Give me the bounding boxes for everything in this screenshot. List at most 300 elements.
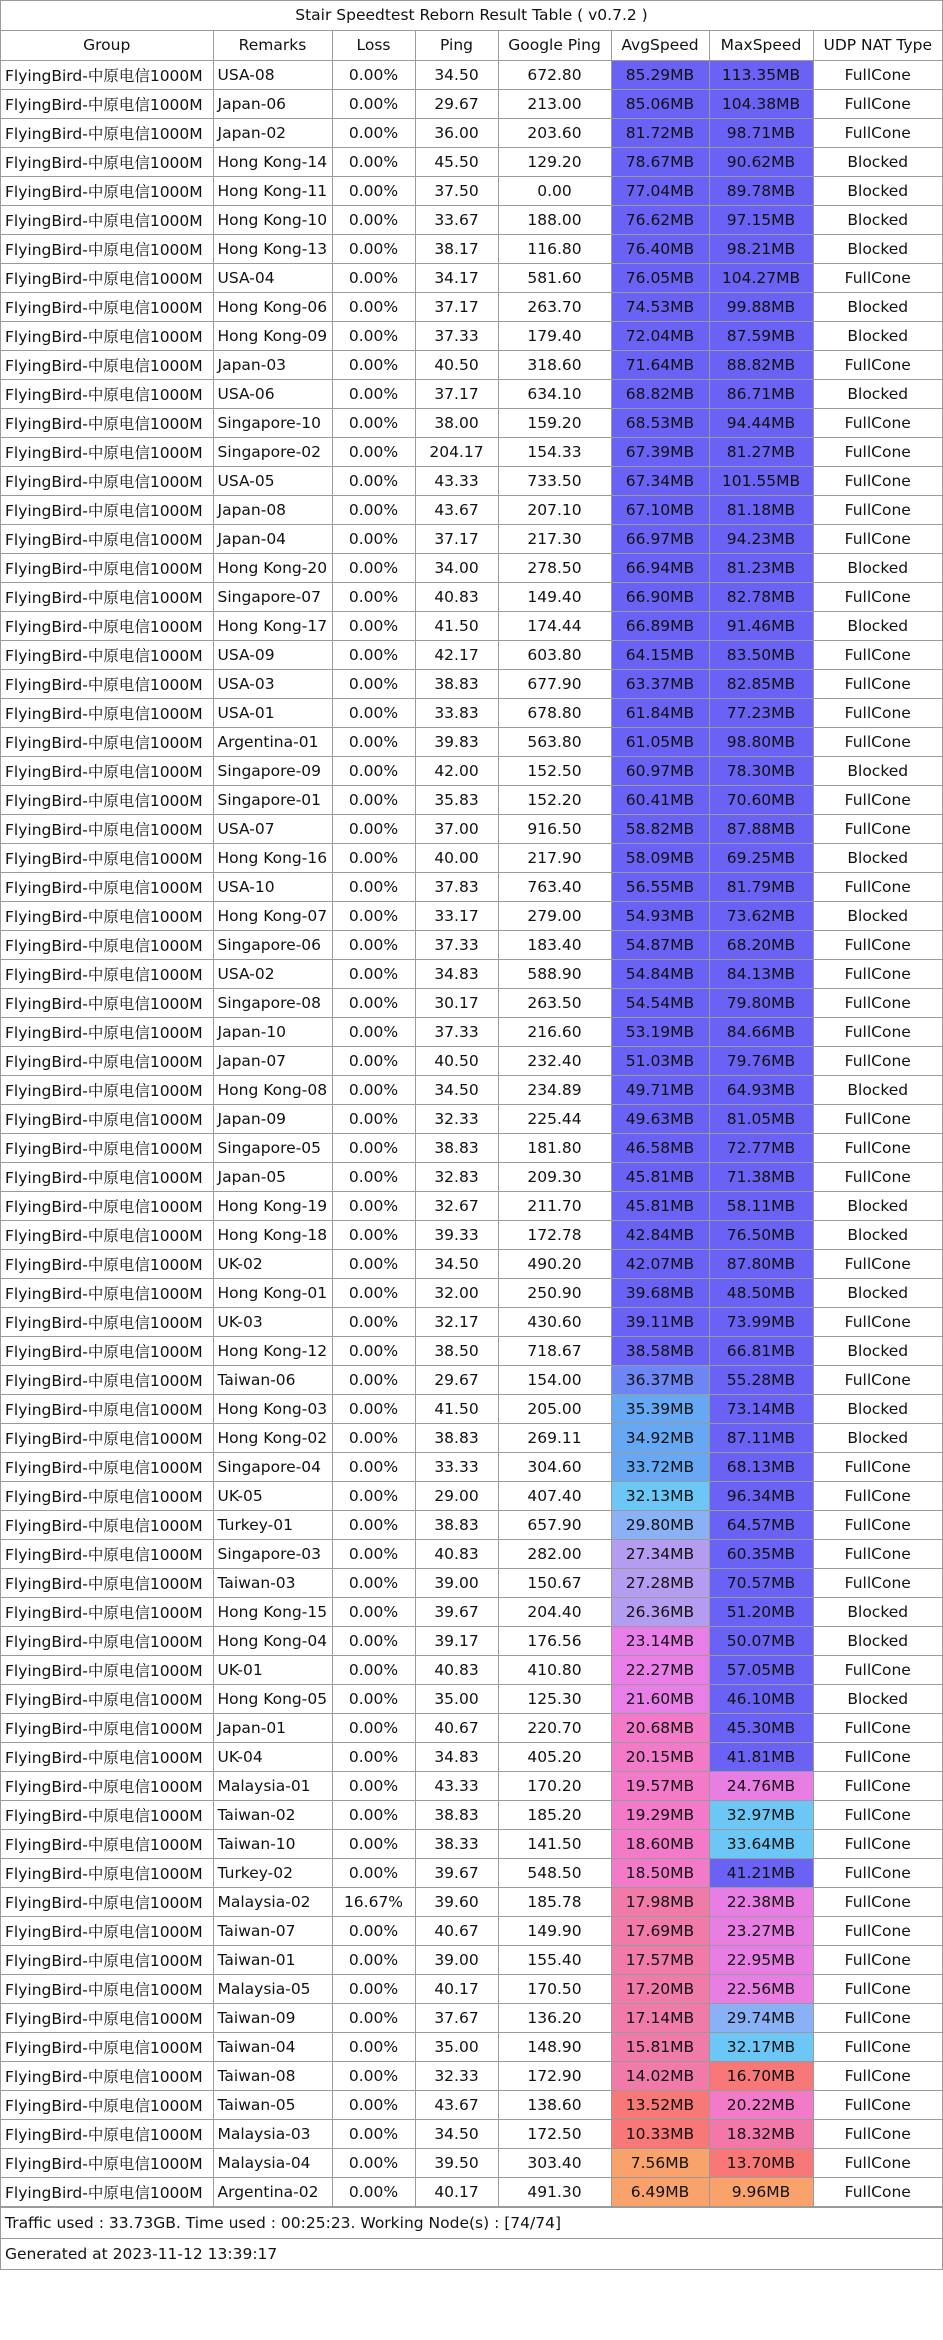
cell-ping: 37.83 [415, 872, 498, 901]
cell-avg-speed: 36.37MB [611, 1365, 709, 1394]
table-row [1, 1742, 942, 1771]
cell-max-speed: 68.20MB [709, 930, 813, 959]
cell-google-ping: 548.50 [498, 1858, 611, 1887]
cell-google-ping: 129.20 [498, 147, 611, 176]
cell-ping: 37.17 [415, 379, 498, 408]
cell-remarks: Hong Kong-15 [213, 1597, 332, 1626]
cell-avg-speed: 21.60MB [611, 1684, 709, 1713]
cell-avg-speed: 17.69MB [611, 1916, 709, 1945]
cell-google-ping: 405.20 [498, 1742, 611, 1771]
cell-ping: 39.67 [415, 1858, 498, 1887]
cell-udp-nat-type: Blocked [813, 1597, 942, 1626]
cell-group: FlyingBird-中原电信1000M [1, 1713, 213, 1742]
cell-udp-nat-type: Blocked [813, 147, 942, 176]
cell-google-ping: 672.80 [498, 60, 611, 89]
cell-ping: 34.83 [415, 1742, 498, 1771]
table-row [1, 1046, 942, 1075]
cell-max-speed: 81.23MB [709, 553, 813, 582]
cell-google-ping: 150.67 [498, 1568, 611, 1597]
cell-google-ping: 159.20 [498, 408, 611, 437]
table-row [1, 872, 942, 901]
cell-google-ping: 217.30 [498, 524, 611, 553]
cell-google-ping: 152.50 [498, 756, 611, 785]
cell-max-speed: 81.79MB [709, 872, 813, 901]
cell-udp-nat-type: FullCone [813, 1713, 942, 1742]
cell-group: FlyingBird-中原电信1000M [1, 495, 213, 524]
cell-max-speed: 89.78MB [709, 176, 813, 205]
cell-google-ping: 581.60 [498, 263, 611, 292]
cell-udp-nat-type: FullCone [813, 1568, 942, 1597]
cell-avg-speed: 22.27MB [611, 1655, 709, 1684]
cell-google-ping: 204.40 [498, 1597, 611, 1626]
cell-google-ping: 185.78 [498, 1887, 611, 1916]
cell-remarks: Hong Kong-13 [213, 234, 332, 263]
cell-avg-speed: 23.14MB [611, 1626, 709, 1655]
cell-group: FlyingBird-中原电信1000M [1, 89, 213, 118]
cell-google-ping: 209.30 [498, 1162, 611, 1191]
cell-google-ping: 148.90 [498, 2032, 611, 2061]
cell-group: FlyingBird-中原电信1000M [1, 1481, 213, 1510]
table-row [1, 1133, 942, 1162]
cell-avg-speed: 67.39MB [611, 437, 709, 466]
column-header: MaxSpeed [709, 31, 813, 60]
cell-max-speed: 73.14MB [709, 1394, 813, 1423]
cell-avg-speed: 66.89MB [611, 611, 709, 640]
cell-ping: 39.17 [415, 1626, 498, 1655]
cell-google-ping: 250.90 [498, 1278, 611, 1307]
table-row [1, 1655, 942, 1684]
cell-avg-speed: 14.02MB [611, 2061, 709, 2090]
cell-group: FlyingBird-中原电信1000M [1, 2148, 213, 2177]
cell-udp-nat-type: FullCone [813, 2177, 942, 2206]
table-row [1, 843, 942, 872]
cell-group: FlyingBird-中原电信1000M [1, 1568, 213, 1597]
cell-google-ping: 234.89 [498, 1075, 611, 1104]
cell-group: FlyingBird-中原电信1000M [1, 60, 213, 89]
cell-loss: 0.00% [332, 1017, 415, 1046]
cell-avg-speed: 35.39MB [611, 1394, 709, 1423]
cell-udp-nat-type: Blocked [813, 1220, 942, 1249]
cell-loss: 0.00% [332, 1829, 415, 1858]
cell-ping: 40.67 [415, 1916, 498, 1945]
table-row [1, 1104, 942, 1133]
cell-google-ping: 657.90 [498, 1510, 611, 1539]
table-row [1, 2148, 942, 2177]
cell-loss: 0.00% [332, 1162, 415, 1191]
table-row [1, 292, 942, 321]
cell-group: FlyingBird-中原电信1000M [1, 1916, 213, 1945]
cell-loss: 0.00% [332, 1278, 415, 1307]
table-row [1, 1423, 942, 1452]
cell-ping: 37.00 [415, 814, 498, 843]
cell-avg-speed: 54.87MB [611, 930, 709, 959]
cell-udp-nat-type: FullCone [813, 698, 942, 727]
cell-max-speed: 87.80MB [709, 1249, 813, 1278]
cell-udp-nat-type: FullCone [813, 524, 942, 553]
cell-google-ping: 263.50 [498, 988, 611, 1017]
cell-remarks: Singapore-09 [213, 756, 332, 785]
cell-google-ping: 172.78 [498, 1220, 611, 1249]
cell-remarks: Hong Kong-04 [213, 1626, 332, 1655]
table-row [1, 1945, 942, 1974]
table-row [1, 1626, 942, 1655]
cell-udp-nat-type: Blocked [813, 901, 942, 930]
cell-udp-nat-type: Blocked [813, 1191, 942, 1220]
cell-google-ping: 207.10 [498, 495, 611, 524]
cell-avg-speed: 33.72MB [611, 1452, 709, 1481]
cell-avg-speed: 66.94MB [611, 553, 709, 582]
cell-avg-speed: 54.54MB [611, 988, 709, 1017]
table-row [1, 147, 942, 176]
cell-max-speed: 81.18MB [709, 495, 813, 524]
cell-ping: 39.67 [415, 1597, 498, 1626]
cell-loss: 0.00% [332, 1249, 415, 1278]
cell-ping: 37.33 [415, 1017, 498, 1046]
cell-group: FlyingBird-中原电信1000M [1, 2090, 213, 2119]
cell-avg-speed: 68.53MB [611, 408, 709, 437]
cell-udp-nat-type: FullCone [813, 408, 942, 437]
cell-remarks: Hong Kong-03 [213, 1394, 332, 1423]
cell-remarks: Singapore-06 [213, 930, 332, 959]
cell-loss: 0.00% [332, 553, 415, 582]
cell-loss: 0.00% [332, 2061, 415, 2090]
cell-max-speed: 58.11MB [709, 1191, 813, 1220]
cell-google-ping: 172.50 [498, 2119, 611, 2148]
cell-loss: 0.00% [332, 1684, 415, 1713]
cell-group: FlyingBird-中原电信1000M [1, 1278, 213, 1307]
cell-group: FlyingBird-中原电信1000M [1, 1539, 213, 1568]
cell-google-ping: 282.00 [498, 1539, 611, 1568]
table-row [1, 263, 942, 292]
cell-udp-nat-type: Blocked [813, 1626, 942, 1655]
cell-remarks: Hong Kong-10 [213, 205, 332, 234]
cell-max-speed: 60.35MB [709, 1539, 813, 1568]
cell-udp-nat-type: FullCone [813, 89, 942, 118]
table-row [1, 930, 942, 959]
cell-max-speed: 87.88MB [709, 814, 813, 843]
cell-ping: 38.00 [415, 408, 498, 437]
cell-avg-speed: 27.34MB [611, 1539, 709, 1568]
cell-max-speed: 55.28MB [709, 1365, 813, 1394]
cell-udp-nat-type: Blocked [813, 1075, 942, 1104]
cell-loss: 0.00% [332, 959, 415, 988]
cell-google-ping: 603.80 [498, 640, 611, 669]
cell-group: FlyingBird-中原电信1000M [1, 1771, 213, 1800]
cell-group: FlyingBird-中原电信1000M [1, 1887, 213, 1916]
cell-loss: 0.00% [332, 785, 415, 814]
cell-google-ping: 232.40 [498, 1046, 611, 1075]
cell-loss: 0.00% [332, 814, 415, 843]
cell-loss: 0.00% [332, 1626, 415, 1655]
cell-avg-speed: 20.68MB [611, 1713, 709, 1742]
cell-ping: 29.00 [415, 1481, 498, 1510]
cell-max-speed: 50.07MB [709, 1626, 813, 1655]
cell-avg-speed: 17.57MB [611, 1945, 709, 1974]
cell-google-ping: 678.80 [498, 698, 611, 727]
cell-loss: 0.00% [332, 321, 415, 350]
cell-group: FlyingBird-中原电信1000M [1, 553, 213, 582]
cell-ping: 39.33 [415, 1220, 498, 1249]
cell-max-speed: 99.88MB [709, 292, 813, 321]
table-row [1, 1481, 942, 1510]
table-row [1, 2032, 942, 2061]
cell-max-speed: 101.55MB [709, 466, 813, 495]
cell-remarks: UK-02 [213, 1249, 332, 1278]
cell-group: FlyingBird-中原电信1000M [1, 1017, 213, 1046]
cell-max-speed: 79.76MB [709, 1046, 813, 1075]
cell-udp-nat-type: Blocked [813, 756, 942, 785]
cell-ping: 35.83 [415, 785, 498, 814]
cell-remarks: UK-05 [213, 1481, 332, 1510]
cell-avg-speed: 29.80MB [611, 1510, 709, 1539]
cell-ping: 43.33 [415, 466, 498, 495]
cell-avg-speed: 46.58MB [611, 1133, 709, 1162]
cell-ping: 33.17 [415, 901, 498, 930]
cell-loss: 0.00% [332, 1220, 415, 1249]
cell-avg-speed: 26.36MB [611, 1597, 709, 1626]
cell-max-speed: 45.30MB [709, 1713, 813, 1742]
cell-google-ping: 149.90 [498, 1916, 611, 1945]
table-row [1, 2003, 942, 2032]
cell-group: FlyingBird-中原电信1000M [1, 2061, 213, 2090]
cell-google-ping: 220.70 [498, 1713, 611, 1742]
cell-google-ping: 634.10 [498, 379, 611, 408]
cell-max-speed: 72.77MB [709, 1133, 813, 1162]
cell-udp-nat-type: Blocked [813, 1394, 942, 1423]
cell-udp-nat-type: FullCone [813, 2148, 942, 2177]
cell-group: FlyingBird-中原电信1000M [1, 466, 213, 495]
cell-ping: 40.83 [415, 1539, 498, 1568]
cell-avg-speed: 17.20MB [611, 1974, 709, 2003]
cell-ping: 38.83 [415, 1800, 498, 1829]
cell-ping: 32.67 [415, 1191, 498, 1220]
cell-ping: 34.50 [415, 1075, 498, 1104]
cell-ping: 40.67 [415, 1713, 498, 1742]
cell-avg-speed: 20.15MB [611, 1742, 709, 1771]
table-row [1, 1887, 942, 1916]
cell-group: FlyingBird-中原电信1000M [1, 1742, 213, 1771]
cell-avg-speed: 58.82MB [611, 814, 709, 843]
table-row [1, 408, 942, 437]
cell-avg-speed: 67.34MB [611, 466, 709, 495]
table-row [1, 495, 942, 524]
cell-group: FlyingBird-中原电信1000M [1, 611, 213, 640]
cell-ping: 32.33 [415, 1104, 498, 1133]
cell-group: FlyingBird-中原电信1000M [1, 1655, 213, 1684]
cell-max-speed: 86.71MB [709, 379, 813, 408]
cell-avg-speed: 68.82MB [611, 379, 709, 408]
cell-group: FlyingBird-中原电信1000M [1, 1945, 213, 1974]
cell-avg-speed: 60.97MB [611, 756, 709, 785]
table-row [1, 2090, 942, 2119]
table-row [1, 785, 942, 814]
cell-avg-speed: 17.14MB [611, 2003, 709, 2032]
table-row [1, 1510, 942, 1539]
cell-remarks: Singapore-01 [213, 785, 332, 814]
cell-udp-nat-type: FullCone [813, 988, 942, 1017]
cell-group: FlyingBird-中原电信1000M [1, 2032, 213, 2061]
cell-group: FlyingBird-中原电信1000M [1, 1191, 213, 1220]
cell-loss: 0.00% [332, 1191, 415, 1220]
table-row [1, 1075, 942, 1104]
cell-remarks: Malaysia-03 [213, 2119, 332, 2148]
cell-remarks: USA-06 [213, 379, 332, 408]
cell-loss: 0.00% [332, 1539, 415, 1568]
cell-google-ping: 225.44 [498, 1104, 611, 1133]
cell-loss: 0.00% [332, 2119, 415, 2148]
cell-group: FlyingBird-中原电信1000M [1, 263, 213, 292]
cell-max-speed: 94.23MB [709, 524, 813, 553]
cell-loss: 0.00% [332, 1046, 415, 1075]
table-row [1, 1684, 942, 1713]
cell-loss: 0.00% [332, 1858, 415, 1887]
cell-loss: 0.00% [332, 1365, 415, 1394]
cell-loss: 0.00% [332, 1974, 415, 2003]
cell-google-ping: 152.20 [498, 785, 611, 814]
cell-avg-speed: 13.52MB [611, 2090, 709, 2119]
cell-remarks: Hong Kong-06 [213, 292, 332, 321]
cell-remarks: Taiwan-07 [213, 1916, 332, 1945]
table-row [1, 1974, 942, 2003]
table-row [1, 176, 942, 205]
cell-udp-nat-type: FullCone [813, 1800, 942, 1829]
cell-ping: 33.33 [415, 1452, 498, 1481]
cell-ping: 30.17 [415, 988, 498, 1017]
cell-ping: 34.50 [415, 2119, 498, 2148]
cell-max-speed: 82.85MB [709, 669, 813, 698]
cell-loss: 0.00% [332, 176, 415, 205]
cell-avg-speed: 17.98MB [611, 1887, 709, 1916]
table-row [1, 1597, 942, 1626]
column-header: UDP NAT Type [813, 31, 942, 60]
cell-max-speed: 41.21MB [709, 1858, 813, 1887]
cell-loss: 0.00% [332, 1075, 415, 1104]
cell-google-ping: 407.40 [498, 1481, 611, 1510]
cell-ping: 38.17 [415, 234, 498, 263]
cell-avg-speed: 60.41MB [611, 785, 709, 814]
cell-loss: 0.00% [332, 2148, 415, 2177]
cell-remarks: Argentina-01 [213, 727, 332, 756]
cell-ping: 38.83 [415, 1133, 498, 1162]
table-row [1, 1452, 942, 1481]
cell-avg-speed: 51.03MB [611, 1046, 709, 1075]
cell-udp-nat-type: FullCone [813, 466, 942, 495]
cell-google-ping: 154.00 [498, 1365, 611, 1394]
cell-google-ping: 490.20 [498, 1249, 611, 1278]
cell-ping: 38.83 [415, 1510, 498, 1539]
cell-google-ping: 213.00 [498, 89, 611, 118]
cell-max-speed: 81.27MB [709, 437, 813, 466]
table-row [1, 1713, 942, 1742]
cell-google-ping: 170.20 [498, 1771, 611, 1800]
table-body [1, 60, 942, 2206]
cell-group: FlyingBird-中原电信1000M [1, 1597, 213, 1626]
table-row [1, 2177, 942, 2206]
cell-loss: 0.00% [332, 727, 415, 756]
cell-max-speed: 33.64MB [709, 1829, 813, 1858]
cell-loss: 0.00% [332, 437, 415, 466]
cell-group: FlyingBird-中原电信1000M [1, 1800, 213, 1829]
table-row [1, 1307, 942, 1336]
cell-remarks: Japan-10 [213, 1017, 332, 1046]
cell-google-ping: 136.20 [498, 2003, 611, 2032]
table-row [1, 437, 942, 466]
cell-ping: 38.50 [415, 1336, 498, 1365]
cell-group: FlyingBird-中原电信1000M [1, 1394, 213, 1423]
cell-remarks: Hong Kong-02 [213, 1423, 332, 1452]
cell-udp-nat-type: FullCone [813, 1104, 942, 1133]
cell-remarks: Taiwan-01 [213, 1945, 332, 1974]
cell-avg-speed: 67.10MB [611, 495, 709, 524]
cell-udp-nat-type: FullCone [813, 814, 942, 843]
table-row [1, 988, 942, 1017]
table-row [1, 1365, 942, 1394]
cell-group: FlyingBird-中原电信1000M [1, 1046, 213, 1075]
cell-max-speed: 51.20MB [709, 1597, 813, 1626]
table-row [1, 756, 942, 785]
cell-remarks: Hong Kong-09 [213, 321, 332, 350]
table-row [1, 1249, 942, 1278]
cell-udp-nat-type: Blocked [813, 1684, 942, 1713]
table-row [1, 1162, 942, 1191]
cell-loss: 0.00% [332, 118, 415, 147]
cell-google-ping: 263.70 [498, 292, 611, 321]
cell-remarks: Taiwan-05 [213, 2090, 332, 2119]
cell-loss: 0.00% [332, 872, 415, 901]
cell-group: FlyingBird-中原电信1000M [1, 1626, 213, 1655]
table-row [1, 553, 942, 582]
table-row [1, 959, 942, 988]
cell-group: FlyingBird-中原电信1000M [1, 524, 213, 553]
cell-google-ping: 170.50 [498, 1974, 611, 2003]
cell-remarks: Malaysia-01 [213, 1771, 332, 1800]
cell-group: FlyingBird-中原电信1000M [1, 785, 213, 814]
cell-group: FlyingBird-中原电信1000M [1, 205, 213, 234]
cell-avg-speed: 66.90MB [611, 582, 709, 611]
cell-udp-nat-type: FullCone [813, 1307, 942, 1336]
table-row [1, 1017, 942, 1046]
cell-google-ping: 172.90 [498, 2061, 611, 2090]
cell-ping: 42.00 [415, 756, 498, 785]
cell-loss: 16.67% [332, 1887, 415, 1916]
cell-max-speed: 22.56MB [709, 1974, 813, 2003]
cell-avg-speed: 56.55MB [611, 872, 709, 901]
cell-loss: 0.00% [332, 1916, 415, 1945]
cell-remarks: Singapore-08 [213, 988, 332, 1017]
cell-remarks: UK-01 [213, 1655, 332, 1684]
cell-group: FlyingBird-中原电信1000M [1, 1365, 213, 1394]
table-row [1, 1394, 942, 1423]
cell-group: FlyingBird-中原电信1000M [1, 176, 213, 205]
table-row [1, 524, 942, 553]
cell-loss: 0.00% [332, 2177, 415, 2206]
cell-ping: 32.83 [415, 1162, 498, 1191]
cell-remarks: Japan-01 [213, 1713, 332, 1742]
cell-loss: 0.00% [332, 1510, 415, 1539]
cell-loss: 0.00% [332, 1655, 415, 1684]
cell-max-speed: 84.13MB [709, 959, 813, 988]
cell-remarks: Taiwan-06 [213, 1365, 332, 1394]
cell-loss: 0.00% [332, 1481, 415, 1510]
cell-udp-nat-type: FullCone [813, 1974, 942, 2003]
table-row [1, 611, 942, 640]
cell-max-speed: 66.81MB [709, 1336, 813, 1365]
cell-ping: 32.33 [415, 2061, 498, 2090]
cell-google-ping: 318.60 [498, 350, 611, 379]
table-row [1, 1278, 942, 1307]
cell-udp-nat-type: FullCone [813, 1887, 942, 1916]
cell-group: FlyingBird-中原电信1000M [1, 292, 213, 321]
